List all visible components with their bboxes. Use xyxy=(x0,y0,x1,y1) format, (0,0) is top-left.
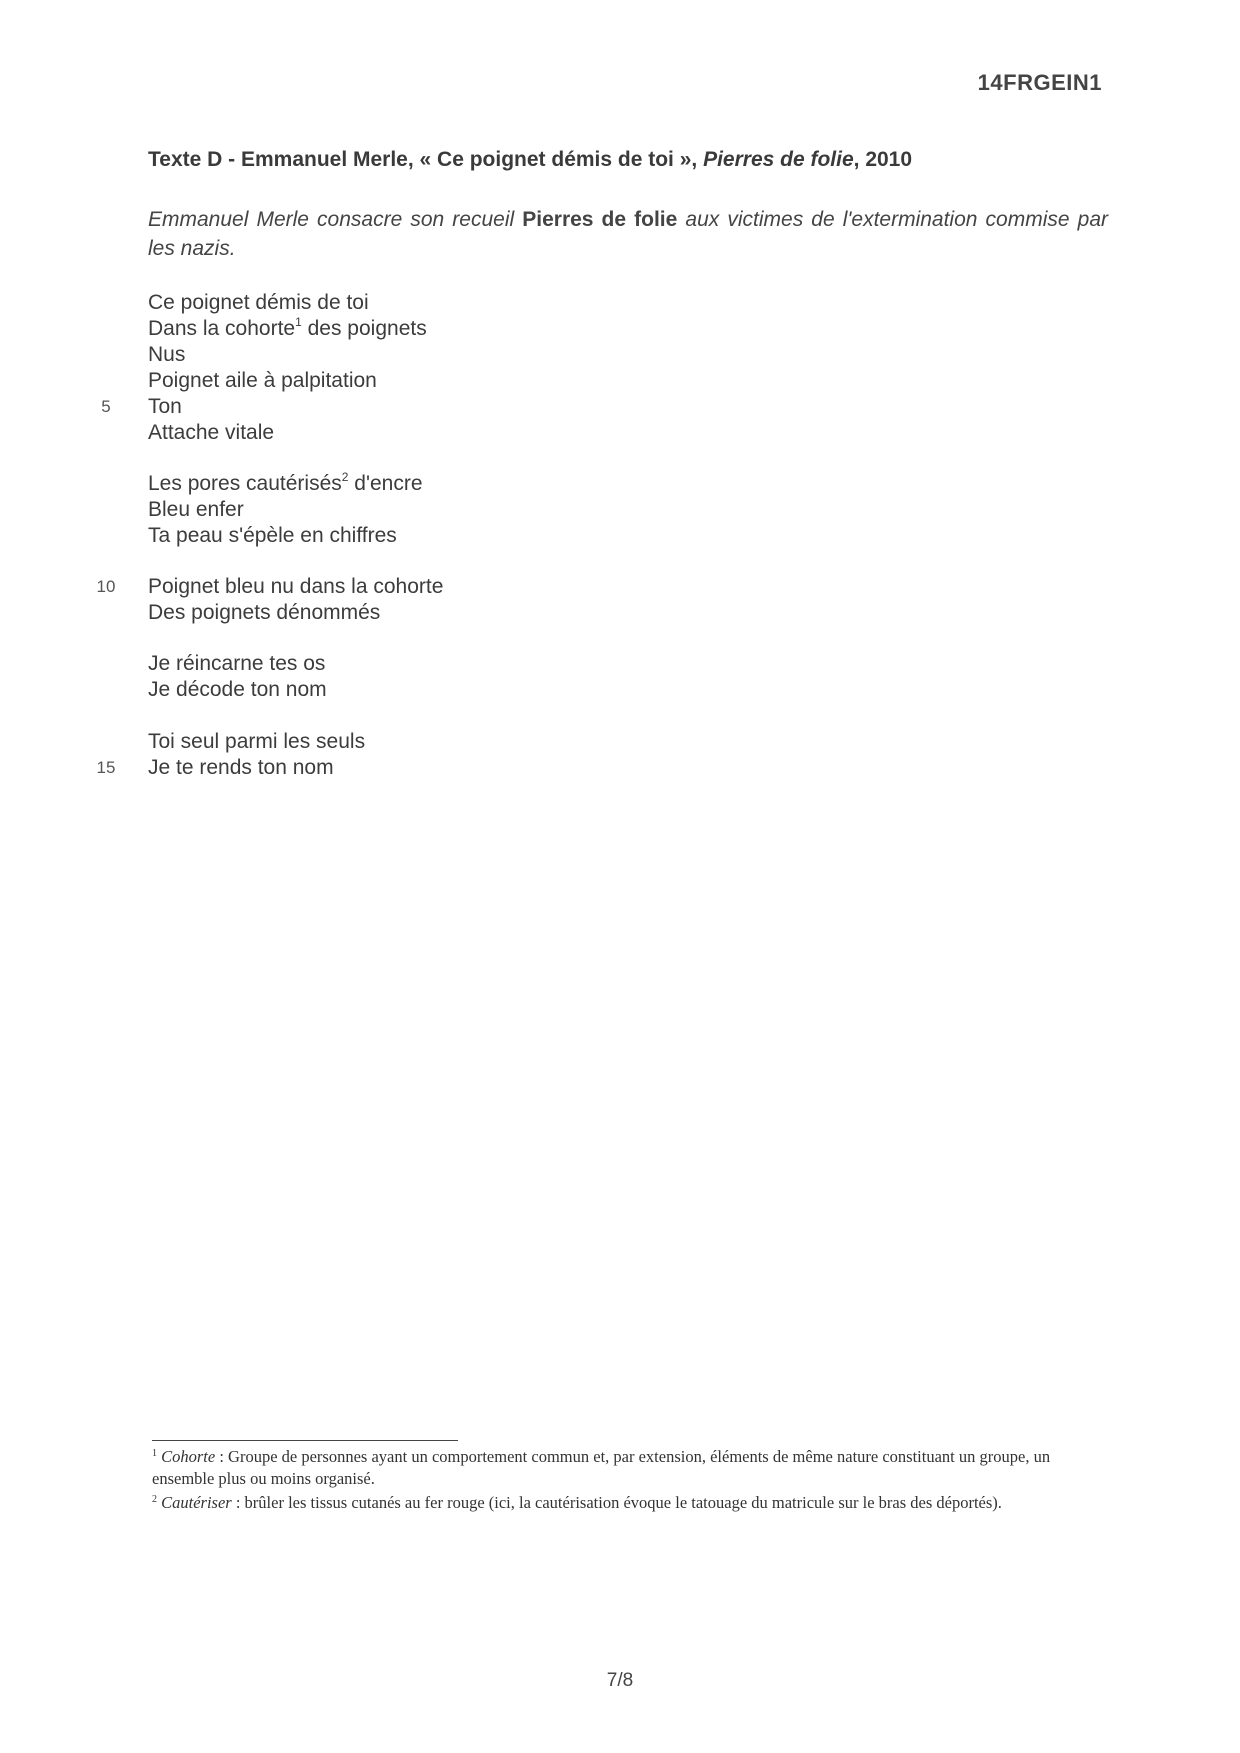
footnote-mark: 2 xyxy=(152,1494,157,1505)
footnote-text: : brûler les tissus cutanés au fer rouge (ici, la cautérisation évoque le tatouage du matricule sur le bras des déportés). xyxy=(231,1493,1002,1512)
poem-line xyxy=(101,392,182,421)
poem-line-text: Ton xyxy=(148,395,182,418)
poem-line-text-continued: d'encre xyxy=(348,472,423,495)
poem-line-text: Je te rends ton nom xyxy=(148,756,334,779)
poem-line xyxy=(148,314,427,343)
poem-line-text: Nus xyxy=(148,343,186,366)
text-heading xyxy=(148,148,1108,172)
line-number: 5 xyxy=(101,397,111,416)
line-number: 10 xyxy=(96,577,116,596)
heading-suffix: , 2010 xyxy=(853,148,913,171)
footnote-text: : Groupe de personnes ayant un comportement commun et, par extension, éléments de même nature constituant un groupe, un ensemble plus ou moins organisé. xyxy=(152,1447,1051,1488)
poem-line-text: Attache vitale xyxy=(148,421,275,444)
poem-line-text: Bleu enfer xyxy=(148,498,244,521)
poem-line-text: Toi seul parmi les seuls xyxy=(148,730,366,753)
poem-line xyxy=(148,727,365,756)
line-number: 15 xyxy=(96,758,116,777)
poem-line xyxy=(148,649,325,678)
footnote-mark: 1 xyxy=(152,1448,157,1459)
intro-part-1: Emmanuel Merle consacre son recueil xyxy=(148,208,523,231)
poem-line xyxy=(148,288,369,317)
poem-line-text: Je décode ton nom xyxy=(148,678,327,701)
intro-part-2: aux victimes de l'extermination commise par les nazis. xyxy=(148,208,1108,260)
poem-line xyxy=(148,495,244,524)
poem-line-text: Poignet bleu nu dans la cohorte xyxy=(148,575,444,598)
poem-line xyxy=(148,469,423,498)
poem-line-text-continued: des poignets xyxy=(301,317,427,340)
footnotes xyxy=(152,1446,1087,1516)
poem-line-text: Ce poignet démis de toi xyxy=(148,291,369,314)
footnote-1 xyxy=(152,1446,1087,1490)
poem-line-text: Poignet aile à palpitation xyxy=(148,369,377,392)
poem-line xyxy=(96,572,444,601)
poem-line-text: Ta peau s'épèle en chiffres xyxy=(148,524,397,547)
page-code: 14FRGEIN1 xyxy=(977,70,1102,95)
intro-collection: Pierres de folie xyxy=(522,208,678,231)
footnote-term: Cohorte xyxy=(161,1447,216,1466)
poem-line xyxy=(148,521,397,550)
poem-line xyxy=(148,340,185,369)
footnote-separator xyxy=(152,1440,458,1441)
footnote-term: Cautériser xyxy=(161,1493,232,1512)
poem-line xyxy=(148,366,377,395)
heading-collection: Pierres de folie xyxy=(703,148,854,171)
intro-paragraph xyxy=(148,205,1108,263)
poem-line-text: Dans la cohorte xyxy=(148,317,296,340)
poem-line xyxy=(148,675,327,704)
footnote-reference: 1 xyxy=(295,315,302,329)
heading-prefix: Texte D - Emmanuel Merle, « Ce poignet démis de toi », xyxy=(148,148,704,171)
footnote-2 xyxy=(152,1492,1087,1514)
page-number: 7/8 xyxy=(606,1670,634,1691)
footnote-reference: 2 xyxy=(341,470,349,484)
poem-line-text: Des poignets dénommés xyxy=(148,601,381,624)
poem-line-text: Je réincarne tes os xyxy=(148,652,326,675)
poem-line xyxy=(96,753,334,782)
poem-line xyxy=(148,418,274,447)
poem-line-text: Les pores cautérisés xyxy=(148,472,342,495)
poem-line xyxy=(148,598,380,627)
